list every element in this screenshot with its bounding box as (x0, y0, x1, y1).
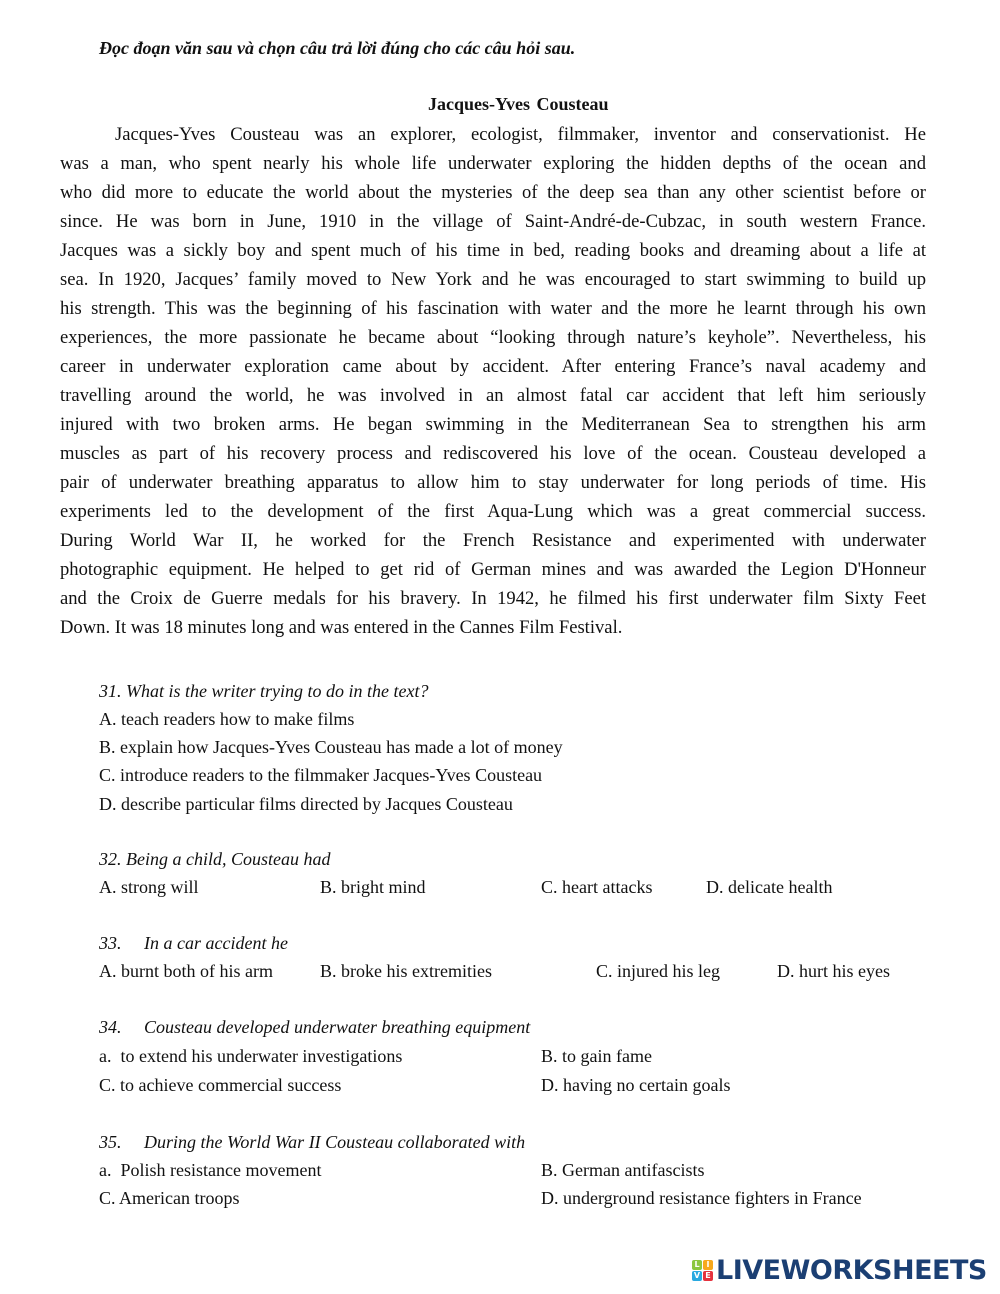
answer-option[interactable]: B. broke his extremities (320, 961, 492, 981)
answer-option[interactable]: D. underground resistance fighters in France (541, 1188, 862, 1208)
passage-line: injured with two broken arms. He began swimming in the Mediterranean Sea to strengthen his arm (60, 414, 926, 435)
passage-line: experiences, the more passionate he became about “looking through nature’s keyhole”. Nevertheless, his (60, 327, 926, 348)
liveworksheets-logo (692, 1255, 987, 1286)
question-text: 35. During the World War II Cousteau collaborated with (99, 1132, 526, 1152)
passage-line: sea. In 1920, Jacques’ family moved to New York and he was encouraged to start swimming to build up (60, 269, 926, 290)
answer-option[interactable]: A. teach readers how to make films (99, 709, 355, 729)
logo-block: L (692, 1260, 702, 1270)
passage-line: photographic equipment. He helped to get rid of German mines and was awarded the Legion D'Honneur (60, 559, 926, 580)
question-text: 31. What is the writer trying to do in the text? (99, 681, 429, 701)
answer-option[interactable]: a. to extend his underwater investigations (99, 1046, 403, 1066)
question-text: 33. In a car accident he (99, 933, 288, 953)
question-text: 34. Cousteau developed underwater breathing equipment (99, 1017, 531, 1037)
passage-line: travelling around the world, he was involved in an almost fatal car accident that left him seriously (60, 385, 926, 406)
answer-option[interactable]: A. strong will (99, 877, 199, 897)
passage-line: since. He was born in June, 1910 in the village of Saint-André-de-Cubzac, in south western France. (60, 211, 926, 232)
answer-option[interactable]: B. to gain fame (541, 1046, 652, 1066)
question-text: 32. Being a child, Cousteau had (99, 849, 331, 869)
passage-line: who did more to educate the world about the mysteries of the deep sea than any other scientist before or (60, 182, 926, 203)
passage-line: was a man, who spent nearly his whole life underwater exploring the hidden depths of the ocean and (60, 153, 926, 174)
answer-option[interactable]: A. burnt both of his arm (99, 961, 273, 981)
passage-line: his strength. This was the beginning of his fascination with water and the more he learnt through his own (60, 298, 926, 319)
logo-text: LIVEWORKSHEETS (716, 1255, 987, 1286)
passage-line: Jacques-Yves Cousteau was an explorer, ecologist, filmmaker, inventor and conservationist. He (115, 124, 926, 145)
answer-option[interactable]: C. introduce readers to the filmmaker Jacques-Yves Cousteau (99, 765, 543, 785)
passage-line: and the Croix de Guerre medals for his bravery. In 1942, he filmed his first underwater film Sixty Feet (60, 588, 926, 609)
answer-option[interactable]: C. heart attacks (541, 877, 653, 897)
passage-line: pair of underwater breathing apparatus to allow him to stay underwater for long periods of time. His (60, 472, 926, 493)
logo-block: V (693, 1271, 701, 1280)
passage (60, 120, 926, 642)
answer-option[interactable]: D. having no certain goals (541, 1075, 731, 1095)
passage-line: career in underwater exploration came about by accident. After entering France’s naval academy and (60, 356, 926, 377)
answer-option[interactable]: D. describe particular films directed by Jacques Cousteau (99, 794, 513, 814)
passage-title: Jacques-Yves Cousteau (428, 94, 609, 114)
answer-option[interactable]: D. delicate health (706, 877, 833, 897)
answer-option[interactable]: D. hurt his eyes (777, 961, 890, 981)
passage-line: Down. It was 18 minutes long and was entered in the Cannes Film Festival. (60, 617, 623, 638)
logo-blocks-icon (692, 1260, 713, 1281)
passage-line: muscles as part of his recovery process and rediscovered his love of the ocean. Cousteau developed a (60, 443, 926, 464)
logo-block: E (703, 1271, 713, 1281)
answer-option[interactable]: C. American troops (99, 1188, 240, 1208)
answer-option[interactable]: C. to achieve commercial success (99, 1075, 342, 1095)
instruction: Đọc đoạn văn sau và chọn câu trả lời đúng cho các câu hỏi sau. (99, 38, 576, 58)
passage-line: During World War II, he worked for the French Resistance and experimented with underwater (60, 530, 926, 551)
answer-option[interactable]: B. bright mind (320, 877, 426, 897)
answer-option[interactable]: C. injured his leg (596, 961, 720, 981)
logo-block: I (703, 1260, 713, 1270)
passage-line: Jacques was a sickly boy and spent much of his time in bed, reading books and dreaming about a life at (60, 240, 926, 261)
answer-option[interactable]: B. explain how Jacques-Yves Cousteau has made a lot of money (99, 737, 563, 757)
answer-option[interactable]: a. Polish resistance movement (99, 1160, 322, 1180)
passage-line: experiments led to the development of the first Aqua-Lung which was a great commercial success. (60, 501, 926, 522)
answer-option[interactable]: B. German antifascists (541, 1160, 705, 1180)
